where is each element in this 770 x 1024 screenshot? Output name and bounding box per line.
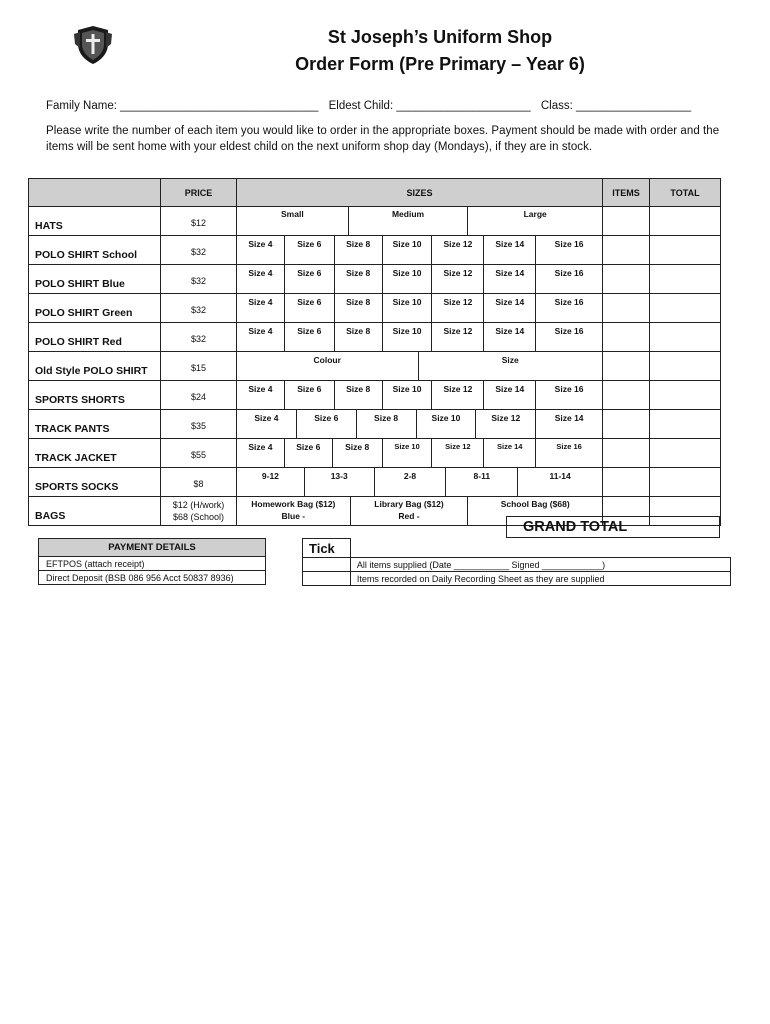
- table-row: [29, 323, 721, 352]
- table-row: [29, 352, 721, 381]
- size-option[interactable]: Size 12: [476, 410, 536, 438]
- tick-box[interactable]: [303, 558, 351, 572]
- total-cell[interactable]: [650, 323, 721, 352]
- total-cell[interactable]: [650, 265, 721, 294]
- instructions: Please write the number of each item you would like to order in the appropriate boxes. Payment should be made with order and the items will be sent home with your eldest child on the next uniform shop day (Mondays), if they are in stock.: [46, 125, 720, 153]
- item-price: $12: [161, 207, 237, 236]
- items-cell[interactable]: [603, 352, 650, 381]
- size-option[interactable]: Size 6: [285, 294, 335, 322]
- table-row: [29, 381, 721, 410]
- size-options: [237, 439, 603, 468]
- size-option[interactable]: 2-8: [375, 468, 447, 496]
- payment-option-direct-deposit[interactable]: Direct Deposit (BSB 086 956 Acct 50837 8936): [39, 571, 266, 585]
- items-cell[interactable]: [603, 323, 650, 352]
- table-row: [29, 410, 721, 439]
- size-option[interactable]: Small: [237, 207, 349, 235]
- size-option[interactable]: 8-11: [446, 468, 518, 496]
- size-option[interactable]: Size 8: [335, 381, 383, 409]
- size-option[interactable]: Size 16: [554, 384, 584, 394]
- size-option[interactable]: Medium: [349, 207, 469, 235]
- item-price: $32: [161, 236, 237, 265]
- size-options: [237, 410, 603, 439]
- header-items: ITEMS: [603, 179, 650, 207]
- title-line-2: Order Form (Pre Primary – Year 6): [295, 54, 585, 74]
- size-option[interactable]: Size 4: [237, 381, 285, 409]
- family-name-field[interactable]: Family Name: _______________________________: [46, 100, 319, 112]
- item-name: POLO SHIRT Blue: [29, 265, 161, 294]
- size-option[interactable]: Size 4: [237, 265, 285, 293]
- tick-label-recorded: Items recorded on Daily Recording Sheet as they are supplied: [350, 572, 730, 586]
- size-option[interactable]: Size 16: [554, 239, 584, 249]
- size-option[interactable]: Size 10: [383, 439, 433, 467]
- items-cell[interactable]: [603, 381, 650, 410]
- items-cell[interactable]: [603, 294, 650, 323]
- table-row: [29, 265, 721, 294]
- size-option[interactable]: Size 8: [335, 265, 383, 293]
- bag-label: School Bag ($68): [500, 499, 570, 509]
- size-option[interactable]: Size 6: [297, 410, 357, 438]
- price-school: $68 (School): [172, 512, 225, 522]
- total-cell[interactable]: [650, 352, 721, 381]
- items-cell[interactable]: [603, 265, 650, 294]
- size-options: [237, 352, 603, 381]
- bag-colour: Red -: [398, 511, 420, 521]
- item-price: $8: [161, 468, 237, 497]
- size-options: [237, 265, 603, 294]
- size-option[interactable]: Size 8: [335, 323, 383, 351]
- table-header-row: [29, 179, 721, 207]
- item-name: SPORTS SHORTS: [29, 381, 161, 410]
- size-option[interactable]: Size 12: [432, 323, 484, 351]
- table-row: [29, 236, 721, 265]
- library-bag-option[interactable]: [351, 497, 469, 525]
- payment-option-eftpos[interactable]: EFTPOS (attach receipt): [39, 557, 266, 571]
- size-option[interactable]: Size 6: [285, 323, 335, 351]
- item-name: TRACK PANTS: [29, 410, 161, 439]
- size-option[interactable]: Size 10: [383, 265, 433, 293]
- table-row: [29, 294, 721, 323]
- payment-header: PAYMENT DETAILS: [39, 539, 266, 557]
- size-option[interactable]: Size 8: [335, 236, 383, 264]
- item-name: HATS: [29, 207, 161, 236]
- size-option[interactable]: Size 10: [417, 410, 477, 438]
- page-title: [240, 24, 640, 78]
- tick-header-spacer: [350, 539, 730, 558]
- item-price: $32: [161, 323, 237, 352]
- total-cell[interactable]: [650, 236, 721, 265]
- size-option[interactable]: Size 10: [383, 323, 433, 351]
- item-name: SPORTS SOCKS: [29, 468, 161, 497]
- size-option[interactable]: Size 8: [333, 439, 383, 467]
- size-options: [237, 468, 603, 497]
- size-option[interactable]: 11-14: [549, 471, 571, 481]
- colour-option[interactable]: Colour: [237, 352, 419, 380]
- size-option[interactable]: Size 16: [554, 326, 584, 336]
- size-option[interactable]: Size 14: [484, 265, 536, 293]
- item-name: POLO SHIRT Red: [29, 323, 161, 352]
- size-option[interactable]: Size 12: [432, 381, 484, 409]
- size-option[interactable]: Size 4: [237, 236, 285, 264]
- info-line: [46, 100, 736, 112]
- payment-details-table: [38, 538, 266, 585]
- items-cell[interactable]: [603, 236, 650, 265]
- item-name: POLO SHIRT Green: [29, 294, 161, 323]
- size-option[interactable]: Size 14: [484, 439, 536, 467]
- size-options: [237, 207, 603, 236]
- total-cell[interactable]: [650, 207, 721, 236]
- item-name: POLO SHIRT School: [29, 236, 161, 265]
- total-cell[interactable]: [650, 381, 721, 410]
- header-total: TOTAL: [650, 179, 721, 207]
- size-option[interactable]: Size 12: [432, 294, 484, 322]
- size-option[interactable]: 9-12: [237, 468, 305, 496]
- item-name: TRACK JACKET: [29, 439, 161, 468]
- size-option[interactable]: Size 14: [484, 381, 536, 409]
- items-cell[interactable]: [603, 468, 650, 497]
- items-cell[interactable]: [603, 207, 650, 236]
- price-homework: $12 (H/work): [172, 500, 225, 510]
- size-option[interactable]: Size 4: [237, 294, 285, 322]
- table-row: [29, 468, 721, 497]
- size-option[interactable]: Size 14: [554, 413, 584, 423]
- item-price: $35: [161, 410, 237, 439]
- size-option[interactable]: Size 8: [335, 294, 383, 322]
- size-option[interactable]: Size 14: [484, 236, 536, 264]
- item-name: BAGS: [29, 497, 161, 526]
- size-option[interactable]: Size 6: [285, 439, 333, 467]
- size-option[interactable]: Size 12: [432, 265, 484, 293]
- tick-label-all-supplied: All items supplied (Date ___________ Signed ____________): [350, 558, 730, 572]
- total-cell[interactable]: [650, 468, 721, 497]
- total-cell[interactable]: [650, 439, 721, 468]
- item-price: $24: [161, 381, 237, 410]
- size-option[interactable]: Size 12: [432, 236, 484, 264]
- bag-colour: Blue -: [281, 511, 306, 521]
- size-option[interactable]: Size 8: [357, 410, 417, 438]
- size-option[interactable]: Size 16: [554, 268, 584, 278]
- table-row: [29, 207, 721, 236]
- header-price: PRICE: [161, 179, 237, 207]
- table-row: [29, 439, 721, 468]
- item-price: $15: [161, 352, 237, 381]
- size-option[interactable]: Size 14: [484, 323, 536, 351]
- size-option[interactable]: Size: [501, 355, 519, 365]
- item-price: $32: [161, 265, 237, 294]
- size-option[interactable]: Size 16: [556, 442, 582, 451]
- size-options: [237, 236, 603, 265]
- total-cell[interactable]: [650, 294, 721, 323]
- total-cell[interactable]: [650, 410, 721, 439]
- size-option[interactable]: Size 14: [484, 294, 536, 322]
- tick-table: [302, 538, 731, 586]
- items-cell[interactable]: [603, 410, 650, 439]
- size-option[interactable]: Size 10: [383, 236, 433, 264]
- tick-box[interactable]: [303, 572, 351, 586]
- header-sizes: SIZES: [237, 179, 603, 207]
- size-option[interactable]: Large: [523, 209, 547, 219]
- item-price: [161, 497, 237, 526]
- order-table: [28, 178, 721, 526]
- size-option[interactable]: Size 10: [383, 381, 433, 409]
- size-options: [237, 381, 603, 410]
- bag-label: Library Bag ($12): [374, 499, 444, 509]
- size-options: [237, 294, 603, 323]
- school-crest-icon: [72, 24, 114, 66]
- size-option[interactable]: 13-3: [305, 468, 375, 496]
- size-option[interactable]: Size 6: [285, 236, 335, 264]
- size-option[interactable]: Size 12: [432, 439, 484, 467]
- class-field[interactable]: Class: __________________: [540, 100, 692, 112]
- title-line-1: St Joseph’s Uniform Shop: [327, 27, 553, 47]
- size-option[interactable]: Size 6: [285, 381, 335, 409]
- homework-bag-option[interactable]: [237, 497, 351, 525]
- item-price: $32: [161, 294, 237, 323]
- size-option[interactable]: Size 4: [237, 323, 285, 351]
- eldest-child-field[interactable]: Eldest Child: _____________________: [328, 100, 531, 112]
- tick-header: Tick: [303, 539, 351, 558]
- size-options: [237, 323, 603, 352]
- size-option[interactable]: Size 4: [237, 439, 285, 467]
- item-price: $55: [161, 439, 237, 468]
- size-option[interactable]: Size 4: [237, 410, 297, 438]
- size-option[interactable]: Size 16: [554, 297, 584, 307]
- size-option[interactable]: Size 6: [285, 265, 335, 293]
- bag-label: Homework Bag ($12): [251, 499, 336, 509]
- item-name: Old Style POLO SHIRT: [29, 352, 161, 381]
- header-item: [29, 179, 161, 207]
- items-cell[interactable]: [603, 439, 650, 468]
- grand-total: GRAND TOTAL: [506, 516, 720, 538]
- size-option[interactable]: Size 10: [383, 294, 433, 322]
